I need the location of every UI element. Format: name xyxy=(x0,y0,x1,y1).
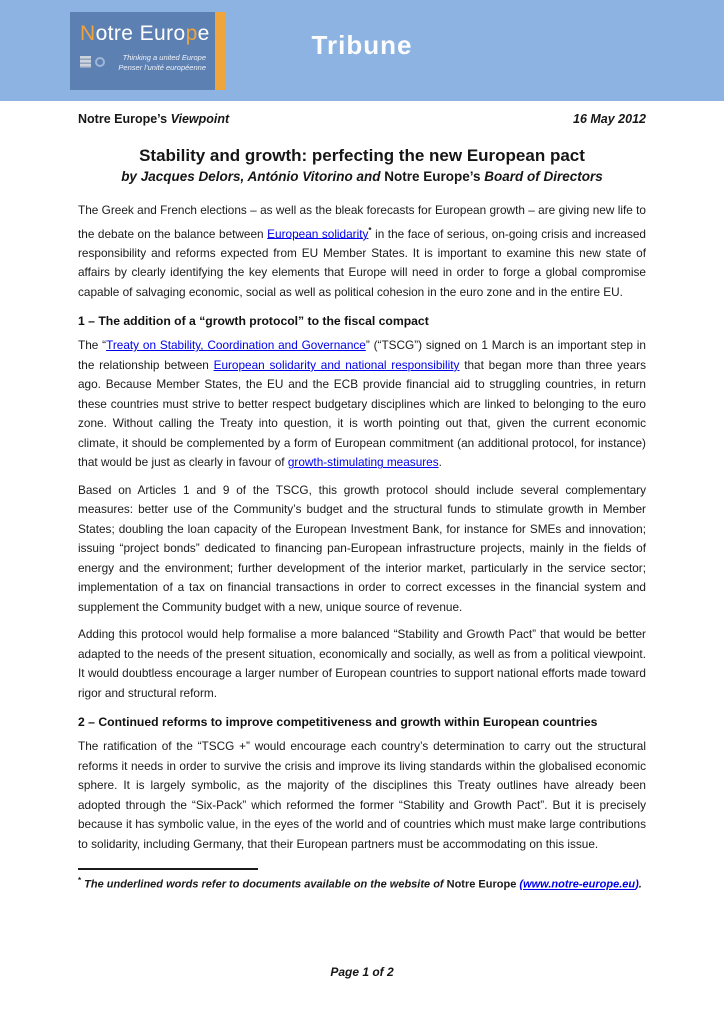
article-byline xyxy=(78,169,646,184)
article-body xyxy=(0,112,724,893)
footnote-paren-open: ( xyxy=(516,879,524,892)
footnote xyxy=(78,873,646,893)
footnote-separator xyxy=(78,868,258,870)
paragraph-2-text-cont1: ” (“TSCG”) signed on 1 March is an important step in the relationship between xyxy=(78,338,646,372)
page-number: Page 1 of 2 xyxy=(0,963,724,981)
paragraph-1 xyxy=(78,201,646,302)
issue-date: 16 May 2012 xyxy=(573,112,646,126)
link-tscg-treaty[interactable]: Treaty on Stability, Coordination and Governance xyxy=(106,338,366,353)
header-band xyxy=(0,0,724,101)
byline-org: Notre Europe’s xyxy=(384,169,485,184)
paragraph-2-period: . xyxy=(438,455,442,470)
viewpoint-label xyxy=(78,112,229,126)
logo-tagline-fr: Penser l’unité européenne xyxy=(118,62,206,72)
section-heading-2: 2 – Continued reforms to improve competitiveness and growth within European countries xyxy=(78,715,598,730)
logo-letters-mid: otre Euro xyxy=(95,22,186,45)
footnote-period: . xyxy=(638,879,642,892)
footnote-marker: * xyxy=(78,876,82,886)
meta-row xyxy=(78,112,646,126)
logo-tagline-en: Thinking a united Europe xyxy=(122,53,206,62)
footnote-paren-close: ) xyxy=(635,879,639,892)
byline-authors: by Jacques Delors, António Vitorino and xyxy=(121,169,385,184)
paragraph-2-text-cont2: that began more than three years ago. Because Member States, the EU and the ECB provide financial aid to struggling countries, in return these countries must strive to better respect budgetary disciplines which are linked to belonging to the euro zone. Without calling the Treaty into question, it is worth pointing out that, given the current economic climate, it should be complemented by a form of European commitment (an additional protocol, for instance) that would be just as clearly in favour of xyxy=(78,357,646,470)
footnote-org: Notre Europe xyxy=(446,879,517,892)
section-heading-1: 1 – The addition of a “growth protocol” to the fiscal compact xyxy=(78,314,429,329)
link-european-solidarity[interactable]: European solidarity xyxy=(267,226,369,241)
paragraph-4: Adding this protocol would help formalise a more balanced “Stability and Growth Pact” that would be better adapted to the needs of the present situation, economically and socially, as well as from a political viewpoint. It would doubtless encourage a larger number of European countries to support national efforts made toward rigor and structural reform. xyxy=(78,627,646,700)
publication-title: Tribune xyxy=(311,30,413,60)
logo-letter-n: N xyxy=(80,22,96,45)
logo-letter-e: e xyxy=(197,22,210,45)
link-notre-europe-website[interactable]: www.notre-europe.eu xyxy=(523,879,636,892)
viewpoint-org: Notre Europe’s xyxy=(78,112,168,126)
footnote-text: The underlined words refer to documents available on the website of xyxy=(81,879,447,892)
paragraph-1-text: The Greek and French elections – as well as the bleak forecasts for European growth – are giving new life to the debate on the balance between xyxy=(78,203,646,241)
paragraph-3: Based on Articles 1 and 9 of the TSCG, this growth protocol should include several complementary measures: better use of the Community’s budget and the structural funds to stimulate growth in Member States; doubling the loan capacity of the European Investment Bank, for instance for SMEs and innovation; issuing “project bonds” dedicated to financing pan-European infrastructure projects, mainly in the fields of energy and the environment; further development of the interior market, particularly in the service sector; implementation of a tax on financial transactions in order to correct excesses in the financial system and supplement the Community budget with a new, unique source of revenue. xyxy=(78,482,646,614)
link-solidarity-responsibility[interactable]: European solidarity and national responsibility xyxy=(213,357,460,372)
link-growth-measures[interactable]: growth-stimulating measures xyxy=(287,455,439,470)
article-title: Stability and growth: perfecting the new European pact xyxy=(139,146,585,165)
viewpoint-word: Viewpoint xyxy=(170,112,230,126)
paragraph-2 xyxy=(78,336,646,473)
paragraph-1-text-cont: in the face of serious, on-going crisis and increased responsibility and reforms expected from EU Member States. It is important to examine this new state of affairs by clearly identifying the key elements that Europe will need in order to forge a global compromise capable of salvaging economic, social as well as political cohesion in the euro zone and in the entire EU. xyxy=(78,226,646,299)
paragraph-2-text: The “ xyxy=(78,338,107,353)
logo-letter-p: p xyxy=(185,22,198,45)
byline-board: Board of Directors xyxy=(484,169,603,184)
footnote-ref: * xyxy=(368,225,372,235)
paragraph-5: The ratification of the “TSCG +” would encourage each country’s determination to carry out the structural reforms it needs in order to survive the crisis and improve its living standards within the globalised economic sphere. It is largely symbolic, as the majority of the disciplines this Treaty outlines have already been adopted through the “Six-Pack” which reformed the former “Stability and Growth Pact”. But it is precisely because it has symbolic value, in the eyes of the world and of countries which must make large contributions to solidarity, including Germany, that their European partners must be accommodating on this issue. xyxy=(78,739,646,851)
